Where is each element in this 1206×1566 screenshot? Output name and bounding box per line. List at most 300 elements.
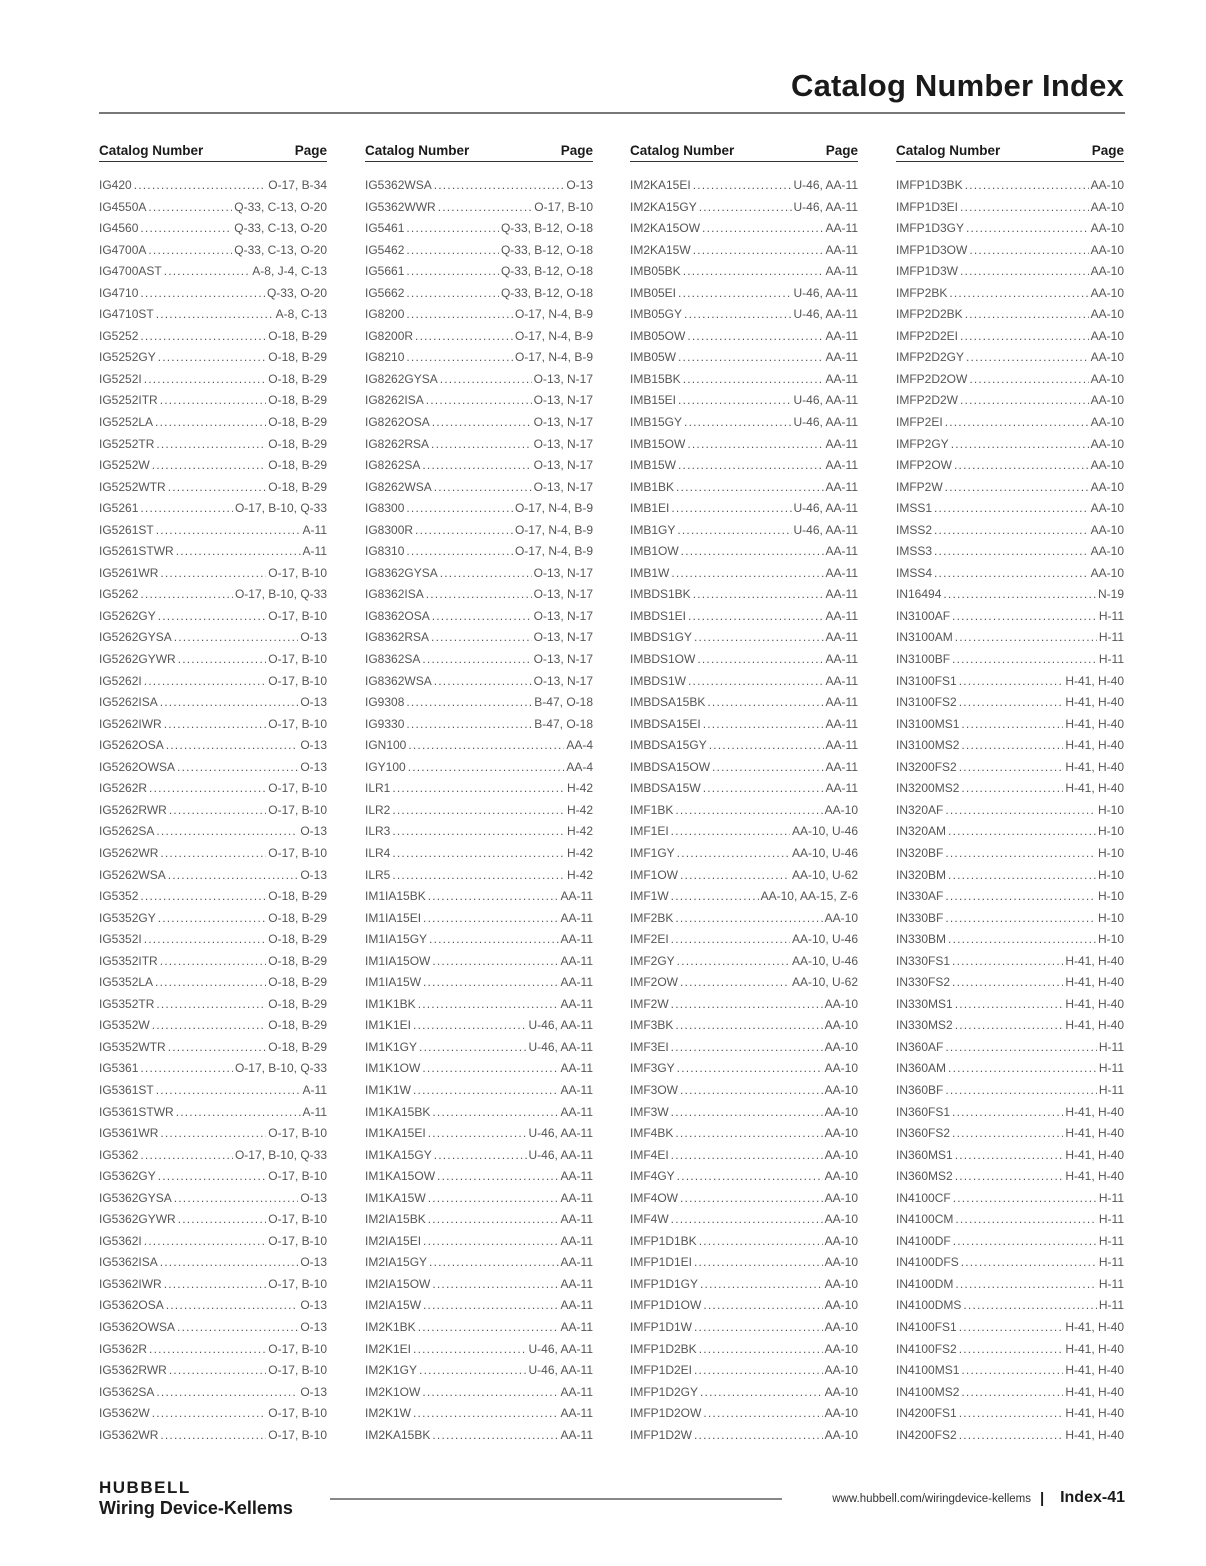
dot-leader	[406, 714, 532, 736]
page-reference: A-11	[302, 544, 327, 559]
dot-leader	[703, 778, 824, 800]
index-entry	[630, 1252, 858, 1274]
page-reference: H-41, H-40	[1065, 781, 1124, 796]
dot-leader	[952, 649, 1097, 671]
page-reference: AA-11	[825, 436, 858, 451]
dot-leader	[945, 800, 1096, 822]
page-reference: AA-11	[825, 458, 858, 473]
catalog-number: IG4700AST	[99, 264, 162, 279]
index-entry	[896, 1360, 1124, 1382]
dot-leader	[392, 800, 565, 822]
catalog-number: IG8262ISA	[365, 393, 424, 408]
page-reference: O-13, N-17	[533, 371, 593, 386]
index-entry	[365, 908, 593, 930]
catalog-number: IG5461	[365, 221, 405, 236]
dot-leader	[965, 175, 1089, 197]
index-entry	[630, 1102, 858, 1124]
dot-leader	[144, 671, 267, 693]
dot-leader	[431, 434, 532, 456]
index-entry	[630, 1015, 858, 1037]
catalog-number: IMSS2	[896, 522, 933, 537]
page-reference: O-17, N-4, B-9	[514, 350, 593, 365]
catalog-number: IM1K1GY	[365, 1039, 418, 1054]
index-entry	[99, 929, 327, 951]
page-reference: H-41, H-40	[1065, 1126, 1124, 1141]
brand-subtitle: Wiring Device-Kellems	[99, 1498, 293, 1518]
page-reference: O-17, B-10	[268, 1363, 327, 1378]
dot-leader	[677, 1058, 823, 1080]
index-entry	[99, 1339, 327, 1361]
dot-leader	[948, 1058, 1097, 1080]
catalog-number: IN360AM	[896, 1061, 947, 1076]
page-reference: AA-11	[560, 1233, 593, 1248]
dot-leader	[160, 843, 266, 865]
dot-leader	[955, 994, 1064, 1016]
page-reference: H-10	[1097, 824, 1124, 839]
page-reference: Q-33, C-13, O-20	[234, 199, 327, 214]
catalog-number: IM2K1W	[365, 1406, 412, 1421]
dot-leader	[945, 1037, 1097, 1059]
dot-leader	[680, 865, 790, 887]
dot-leader	[675, 1015, 822, 1037]
catalog-number: IG8362GYSA	[365, 565, 438, 580]
page-reference: O-17, B-10	[268, 608, 327, 623]
index-entry	[365, 865, 593, 887]
index-entry	[99, 1231, 327, 1253]
dot-leader	[140, 283, 265, 305]
page-reference: H-42	[566, 781, 593, 796]
dot-leader	[684, 412, 791, 434]
dot-leader	[160, 1252, 299, 1274]
dot-leader	[955, 1209, 1097, 1231]
dot-leader	[160, 390, 267, 412]
catalog-number: IN3100FS1	[896, 673, 957, 688]
catalog-number: IN330BF	[896, 910, 944, 925]
dot-leader	[423, 1295, 559, 1317]
catalog-number: IMFP1D2BK	[630, 1341, 697, 1356]
catalog-number: IMBDS1W	[630, 673, 687, 688]
footer-url-link[interactable]: www.hubbell.com/wiringdevice-kellems	[832, 1493, 1031, 1505]
page-reference: H-11	[1098, 652, 1124, 667]
page-reference: O-13	[566, 178, 593, 192]
index-entry	[365, 800, 593, 822]
page-reference: AA-10	[1090, 328, 1124, 343]
index-entry	[365, 1295, 593, 1317]
dot-leader	[959, 671, 1064, 693]
catalog-number: IMFP2GY	[896, 436, 949, 451]
catalog-number: IM1K1EI	[365, 1018, 412, 1033]
index-entry	[896, 197, 1124, 219]
page-reference: O-18, B-29	[268, 393, 327, 408]
brand-logo: HUBBELL	[99, 1478, 191, 1497]
dot-leader	[392, 865, 565, 887]
dot-leader	[432, 1274, 558, 1296]
catalog-number: IG5361WR	[99, 1126, 159, 1141]
catalog-number: IMB1OW	[630, 544, 679, 559]
dot-leader	[408, 735, 564, 757]
dot-leader	[945, 886, 1096, 908]
index-entry	[896, 886, 1124, 908]
catalog-number: IMFP1D2OW	[630, 1406, 702, 1421]
index-entry	[99, 1403, 327, 1425]
dot-leader	[693, 175, 792, 197]
catalog-number: IN4100CF	[896, 1190, 951, 1205]
index-entry	[99, 800, 327, 822]
page-reference: AA-11	[825, 328, 858, 343]
catalog-number: IN330BM	[896, 932, 947, 947]
index-entry	[896, 347, 1124, 369]
dot-leader	[177, 1317, 298, 1339]
catalog-number: IG5361ST	[99, 1082, 154, 1097]
page-reference: H-41, H-40	[1065, 1018, 1124, 1033]
index-entry	[99, 1123, 327, 1145]
dot-leader	[437, 1166, 559, 1188]
page-title: Catalog Number Index	[791, 68, 1124, 103]
index-entry	[99, 434, 327, 456]
dot-leader	[671, 1145, 823, 1167]
dot-leader	[406, 692, 532, 714]
catalog-number: IG8200	[365, 307, 405, 322]
catalog-number: IMFP1D3W	[896, 264, 959, 279]
page-reference: H-41, H-40	[1065, 759, 1124, 774]
index-entry	[99, 886, 327, 908]
dot-leader	[152, 1403, 267, 1425]
dot-leader	[671, 929, 790, 951]
dot-leader	[687, 434, 823, 456]
page-reference: AA-11	[560, 1319, 593, 1334]
catalog-number: IMB05OW	[630, 328, 686, 343]
dot-leader	[140, 1058, 233, 1080]
catalog-number: IN3100MS2	[896, 738, 960, 753]
dot-leader	[426, 584, 532, 606]
dot-leader	[160, 1425, 266, 1447]
catalog-number: IG8362ISA	[365, 587, 424, 602]
index-entry	[365, 735, 593, 757]
catalog-number: IN320BM	[896, 867, 947, 882]
dot-leader	[406, 240, 499, 262]
page-reference: O-13, N-17	[533, 652, 593, 667]
dot-leader	[176, 541, 301, 563]
index-entry	[896, 1403, 1124, 1425]
dot-leader	[413, 1339, 526, 1361]
dot-leader	[392, 778, 565, 800]
index-entry	[630, 800, 858, 822]
page-reference: H-41, H-40	[1065, 716, 1124, 731]
dot-leader	[160, 563, 266, 585]
dot-leader	[434, 175, 565, 197]
catalog-number: IMBDSA15BK	[630, 695, 706, 710]
catalog-number: IG5362R	[99, 1341, 148, 1356]
index-entry	[99, 1188, 327, 1210]
index-entry	[99, 714, 327, 736]
dot-leader	[959, 1339, 1064, 1361]
page-reference: H-42	[566, 845, 593, 860]
catalog-number: IG5262I	[99, 673, 142, 688]
index-entry	[365, 778, 593, 800]
dot-leader	[681, 541, 824, 563]
catalog-number: IMF1W	[630, 889, 669, 904]
index-entry	[99, 541, 327, 563]
dot-leader	[432, 606, 532, 628]
page-header: Page	[294, 143, 327, 158]
index-entry	[630, 326, 858, 348]
catalog-number: IG5252GY	[99, 350, 156, 365]
dot-leader	[693, 240, 824, 262]
catalog-number: IG5252	[99, 328, 139, 343]
catalog-number: IN4200FS2	[896, 1427, 957, 1442]
page-reference: Q-33, B-12, O-18	[500, 264, 593, 279]
page-reference: O-17, B-10, Q-33	[234, 1061, 327, 1076]
index-entry	[630, 1058, 858, 1080]
catalog-number: IMFP1D3OW	[896, 242, 968, 257]
page-reference: U-46, AA-11	[793, 415, 858, 430]
page-reference: O-17, N-4, B-9	[514, 328, 593, 343]
page-reference: A-8, C-13	[275, 307, 327, 322]
dot-leader	[158, 1166, 267, 1188]
page-reference: H-11	[1098, 1190, 1124, 1205]
page-reference: AA-11	[825, 695, 858, 710]
index-entry	[99, 671, 327, 693]
catalog-number: IMB05GY	[630, 307, 683, 322]
dot-leader	[168, 477, 267, 499]
dot-leader	[961, 735, 1063, 757]
catalog-number: IMB15OW	[630, 436, 686, 451]
dot-leader	[140, 886, 266, 908]
dot-leader	[961, 1382, 1063, 1404]
page-reference: AA-11	[825, 587, 858, 602]
dot-leader	[406, 498, 513, 520]
catalog-number: IM2IA15EI	[365, 1233, 422, 1248]
entry-list	[630, 175, 858, 1446]
dot-leader	[174, 1188, 299, 1210]
dot-leader	[426, 390, 532, 412]
catalog-number: IN330FS2	[896, 975, 951, 990]
catalog-number: IG5262ISA	[99, 695, 158, 710]
dot-leader	[671, 563, 823, 585]
page-reference: O-18, B-29	[268, 1039, 327, 1054]
index-entry	[630, 218, 858, 240]
page-reference: O-13	[300, 1298, 327, 1313]
page-reference: AA-10	[824, 802, 858, 817]
catalog-number: IN4100DMS	[896, 1298, 962, 1313]
catalog-number: IM2K1OW	[365, 1384, 421, 1399]
page-reference: AA-10	[1090, 221, 1124, 236]
catalog-number: IMF4BK	[630, 1126, 674, 1141]
dot-leader	[156, 1382, 298, 1404]
catalog-number: IG5252W	[99, 458, 150, 473]
index-entry	[896, 821, 1124, 843]
page-reference: O-13, N-17	[533, 608, 593, 623]
dot-leader	[955, 1015, 1064, 1037]
page-reference: O-18, B-29	[268, 953, 327, 968]
page-reference: H-11	[1098, 1298, 1124, 1313]
catalog-number: ILR3	[365, 824, 391, 839]
catalog-number: IG5361	[99, 1061, 139, 1076]
index-entry	[365, 1058, 593, 1080]
dot-leader	[680, 1080, 823, 1102]
index-entry	[99, 477, 327, 499]
page-reference: O-18, B-29	[268, 479, 327, 494]
index-entry	[896, 929, 1124, 951]
dot-leader	[703, 1403, 822, 1425]
page-reference: AA-11	[825, 781, 858, 796]
page-reference: AA-11	[560, 910, 593, 925]
index-entry	[365, 326, 593, 348]
catalog-number: IN330FS1	[896, 953, 951, 968]
dot-leader	[949, 283, 1088, 305]
catalog-number: IMFP1D3EI	[896, 199, 959, 214]
page-reference: U-46, AA-11	[793, 285, 858, 300]
dot-leader	[675, 908, 822, 930]
dot-leader	[677, 520, 791, 542]
dot-leader	[434, 671, 532, 693]
index-entry	[99, 498, 327, 520]
catalog-number: IM2IA15BK	[365, 1212, 426, 1227]
catalog-number: IGY100	[365, 759, 406, 774]
page-reference: O-17, N-4, B-9	[514, 501, 593, 516]
index-entry	[99, 197, 327, 219]
catalog-number: IMBDS1BK	[630, 587, 691, 602]
catalog-number: IM2KA15BK	[365, 1427, 431, 1442]
page-reference: H-11	[1098, 608, 1124, 623]
page-reference: O-13	[300, 1384, 327, 1399]
index-entry	[365, 1102, 593, 1124]
dot-leader	[156, 520, 301, 542]
page-reference: AA-10	[824, 1255, 858, 1270]
index-entry	[99, 627, 327, 649]
page-reference: AA-11	[825, 673, 858, 688]
page-reference: O-18, B-29	[268, 415, 327, 430]
page-reference: AA-10, U-46	[791, 932, 858, 947]
dot-leader	[158, 347, 267, 369]
index-entry	[365, 649, 593, 671]
catalog-number: IMFP2BK	[896, 285, 948, 300]
dot-leader	[688, 606, 824, 628]
dot-leader	[963, 1295, 1097, 1317]
index-entry	[630, 390, 858, 412]
index-entry	[896, 627, 1124, 649]
dot-leader	[155, 972, 266, 994]
index-entry	[365, 1015, 593, 1037]
catalog-number: IN320AM	[896, 824, 947, 839]
index-entry	[365, 627, 593, 649]
page-reference: AA-10	[824, 1082, 858, 1097]
index-entry	[365, 584, 593, 606]
catalog-number: IMF1BK	[630, 802, 674, 817]
catalog-number: IN3100BF	[896, 652, 951, 667]
catalog-number: IMB15GY	[630, 415, 683, 430]
catalog-number: IM1IA15OW	[365, 953, 431, 968]
page-reference: H-11	[1098, 1082, 1124, 1097]
catalog-number: IN330MS1	[896, 996, 953, 1011]
dot-leader	[406, 541, 513, 563]
catalog-number: IN4100DF	[896, 1233, 951, 1248]
index-entry	[630, 757, 858, 779]
index-entry	[896, 1425, 1124, 1447]
catalog-number: IM2KA15OW	[630, 221, 701, 236]
page-reference: AA-11	[825, 716, 858, 731]
page-reference: O-13, N-17	[533, 630, 593, 645]
catalog-number: IG5352GY	[99, 910, 156, 925]
index-column-1	[99, 141, 327, 1446]
index-entry	[99, 412, 327, 434]
page-reference: AA-10	[824, 1104, 858, 1119]
index-entry	[630, 649, 858, 671]
index-entry	[365, 218, 593, 240]
page-reference: O-13, N-17	[533, 458, 593, 473]
index-entry	[365, 347, 593, 369]
catalog-number: IMFP2D2BK	[896, 307, 963, 322]
catalog-number: IMF1EI	[630, 824, 669, 839]
index-entry	[99, 175, 327, 197]
page-reference: N-19	[1097, 587, 1124, 602]
catalog-number: IMFP1D2GY	[630, 1384, 699, 1399]
page-reference: U-46, AA-11	[793, 307, 858, 322]
dot-leader	[140, 498, 233, 520]
dot-leader	[709, 735, 824, 757]
catalog-number: IMF3W	[630, 1104, 669, 1119]
page-reference: H-11	[1098, 1212, 1124, 1227]
catalog-number: IMSS3	[896, 544, 933, 559]
dot-leader	[955, 1274, 1097, 1296]
catalog-number: IG5262SA	[99, 824, 155, 839]
catalog-number: IG5252LA	[99, 415, 154, 430]
page-reference: AA-11	[825, 264, 858, 279]
catalog-number: IMFP1D2EI	[630, 1363, 693, 1378]
index-entry	[630, 714, 858, 736]
page-reference: AA-11	[560, 996, 593, 1011]
dot-leader	[174, 627, 299, 649]
catalog-number: IG5362W	[99, 1406, 150, 1421]
catalog-number: IN320AF	[896, 802, 944, 817]
page-reference: AA-10, U-62	[791, 867, 858, 882]
dot-leader	[392, 843, 565, 865]
catalog-number: IG5362GY	[99, 1169, 156, 1184]
page-reference: H-41, H-40	[1065, 695, 1124, 710]
dot-leader	[422, 1382, 558, 1404]
catalog-number: IMF2EI	[630, 932, 669, 947]
dot-leader	[140, 326, 266, 348]
dot-leader	[943, 584, 1096, 606]
index-entry	[99, 843, 327, 865]
index-entry	[365, 886, 593, 908]
index-entry	[365, 757, 593, 779]
index-entry	[99, 563, 327, 585]
index-entry	[630, 283, 858, 305]
index-entry	[896, 735, 1124, 757]
index-entry	[99, 240, 327, 262]
catalog-number: IG5362RWR	[99, 1363, 167, 1378]
dot-leader	[683, 369, 824, 391]
index-entry	[365, 1037, 593, 1059]
index-entry	[365, 1274, 593, 1296]
page-reference: AA-11	[560, 1082, 593, 1097]
index-entry	[630, 1209, 858, 1231]
page-header: Page	[825, 143, 858, 158]
dot-leader	[144, 929, 267, 951]
index-entry	[365, 1209, 593, 1231]
catalog-number: IM1K1OW	[365, 1061, 421, 1076]
index-entry	[99, 455, 327, 477]
dot-leader	[960, 197, 1089, 219]
catalog-number: IG5362OWSA	[99, 1319, 176, 1334]
page-reference: U-46, AA-11	[793, 199, 858, 214]
index-entry	[365, 1166, 593, 1188]
page-reference: AA-10	[824, 1039, 858, 1054]
index-entry	[630, 498, 858, 520]
index-entry	[896, 649, 1124, 671]
page-reference: H-11	[1098, 1255, 1124, 1270]
